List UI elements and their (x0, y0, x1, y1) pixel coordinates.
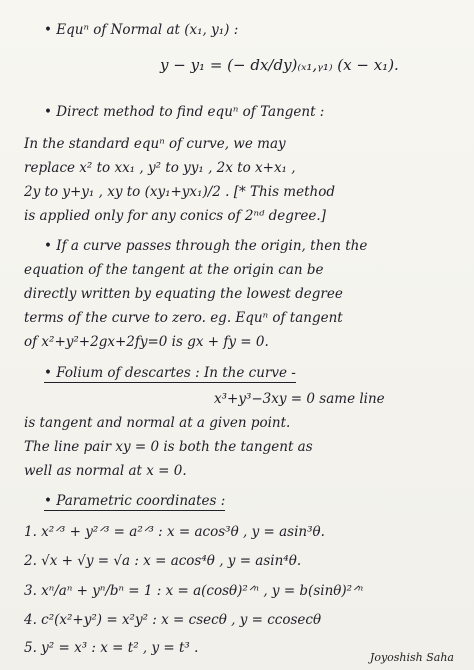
parametric-item-3: 3. xⁿ/aⁿ + yⁿ/bⁿ = 1 : x = a(cosθ)²ᐟⁿ , y = b(sinθ)²ᐟⁿ (24, 583, 364, 599)
folium-line-4: well as normal at x = 0. (24, 463, 187, 479)
normal-equation-formula: y − y₁ = (− dx/dy)₍ₓ₁,ᵧ₁₎ (x − x₁). (160, 56, 399, 74)
direct-method-line-1: In the standard equⁿ of curve, we may (24, 136, 286, 152)
parametric-item-1: 1. x²ᐟ³ + y²ᐟ³ = a²ᐟ³ : x = acos³θ , y = asin³θ. (24, 524, 325, 540)
origin-tangent-line-4: terms of the curve to zero. eg. Equⁿ of tangent (24, 310, 343, 326)
folium-line-3: The line pair xy = 0 is both the tangent as (24, 439, 313, 455)
direct-method-line-3: 2y to y+y₁ , xy to (xy₁+yx₁)/2 . [* This method (24, 184, 335, 200)
origin-tangent-line-2: equation of the tangent at the origin can be (24, 262, 324, 278)
folium-line-2: is tangent and normal at a given point. (24, 415, 291, 431)
folium-line-1: x³+y³−3xy = 0 same line (214, 391, 385, 407)
parametric-heading-text: • Parametric coordinates : (44, 493, 226, 509)
parametric-heading (44, 493, 225, 509)
author-signature: Joyoshish Saha (369, 651, 454, 664)
origin-tangent-line-3: directly written by equating the lowest degree (24, 286, 343, 302)
direct-method-heading: • Direct method to find equⁿ of Tangent : (44, 104, 325, 120)
direct-method-line-2: replace x² to xx₁ , y² to yy₁ , 2x to x+x₁ , (24, 160, 296, 176)
folium-heading (44, 365, 296, 381)
parametric-item-2: 2. √x + √y = √a : x = acos⁴θ , y = asin⁴θ. (24, 553, 302, 569)
normal-equation-heading: • Equⁿ of Normal at (x₁, y₁) : (44, 22, 239, 38)
folium-heading-text: • Folium of descartes : In the curve - (44, 365, 296, 381)
parametric-item-4: 4. c²(x²+y²) = x²y² : x = csecθ , y = ccosecθ (24, 612, 322, 628)
parametric-item-5: 5. y² = x³ : x = t² , y = t³ . (24, 640, 199, 656)
direct-method-line-4: is applied only for any conics of 2ⁿᵈ degree.] (24, 208, 326, 224)
origin-tangent-line-1: • If a curve passes through the origin, then the (44, 238, 368, 254)
origin-tangent-line-5: of x²+y²+2gx+2fy=0 is gx + fy = 0. (24, 334, 269, 350)
